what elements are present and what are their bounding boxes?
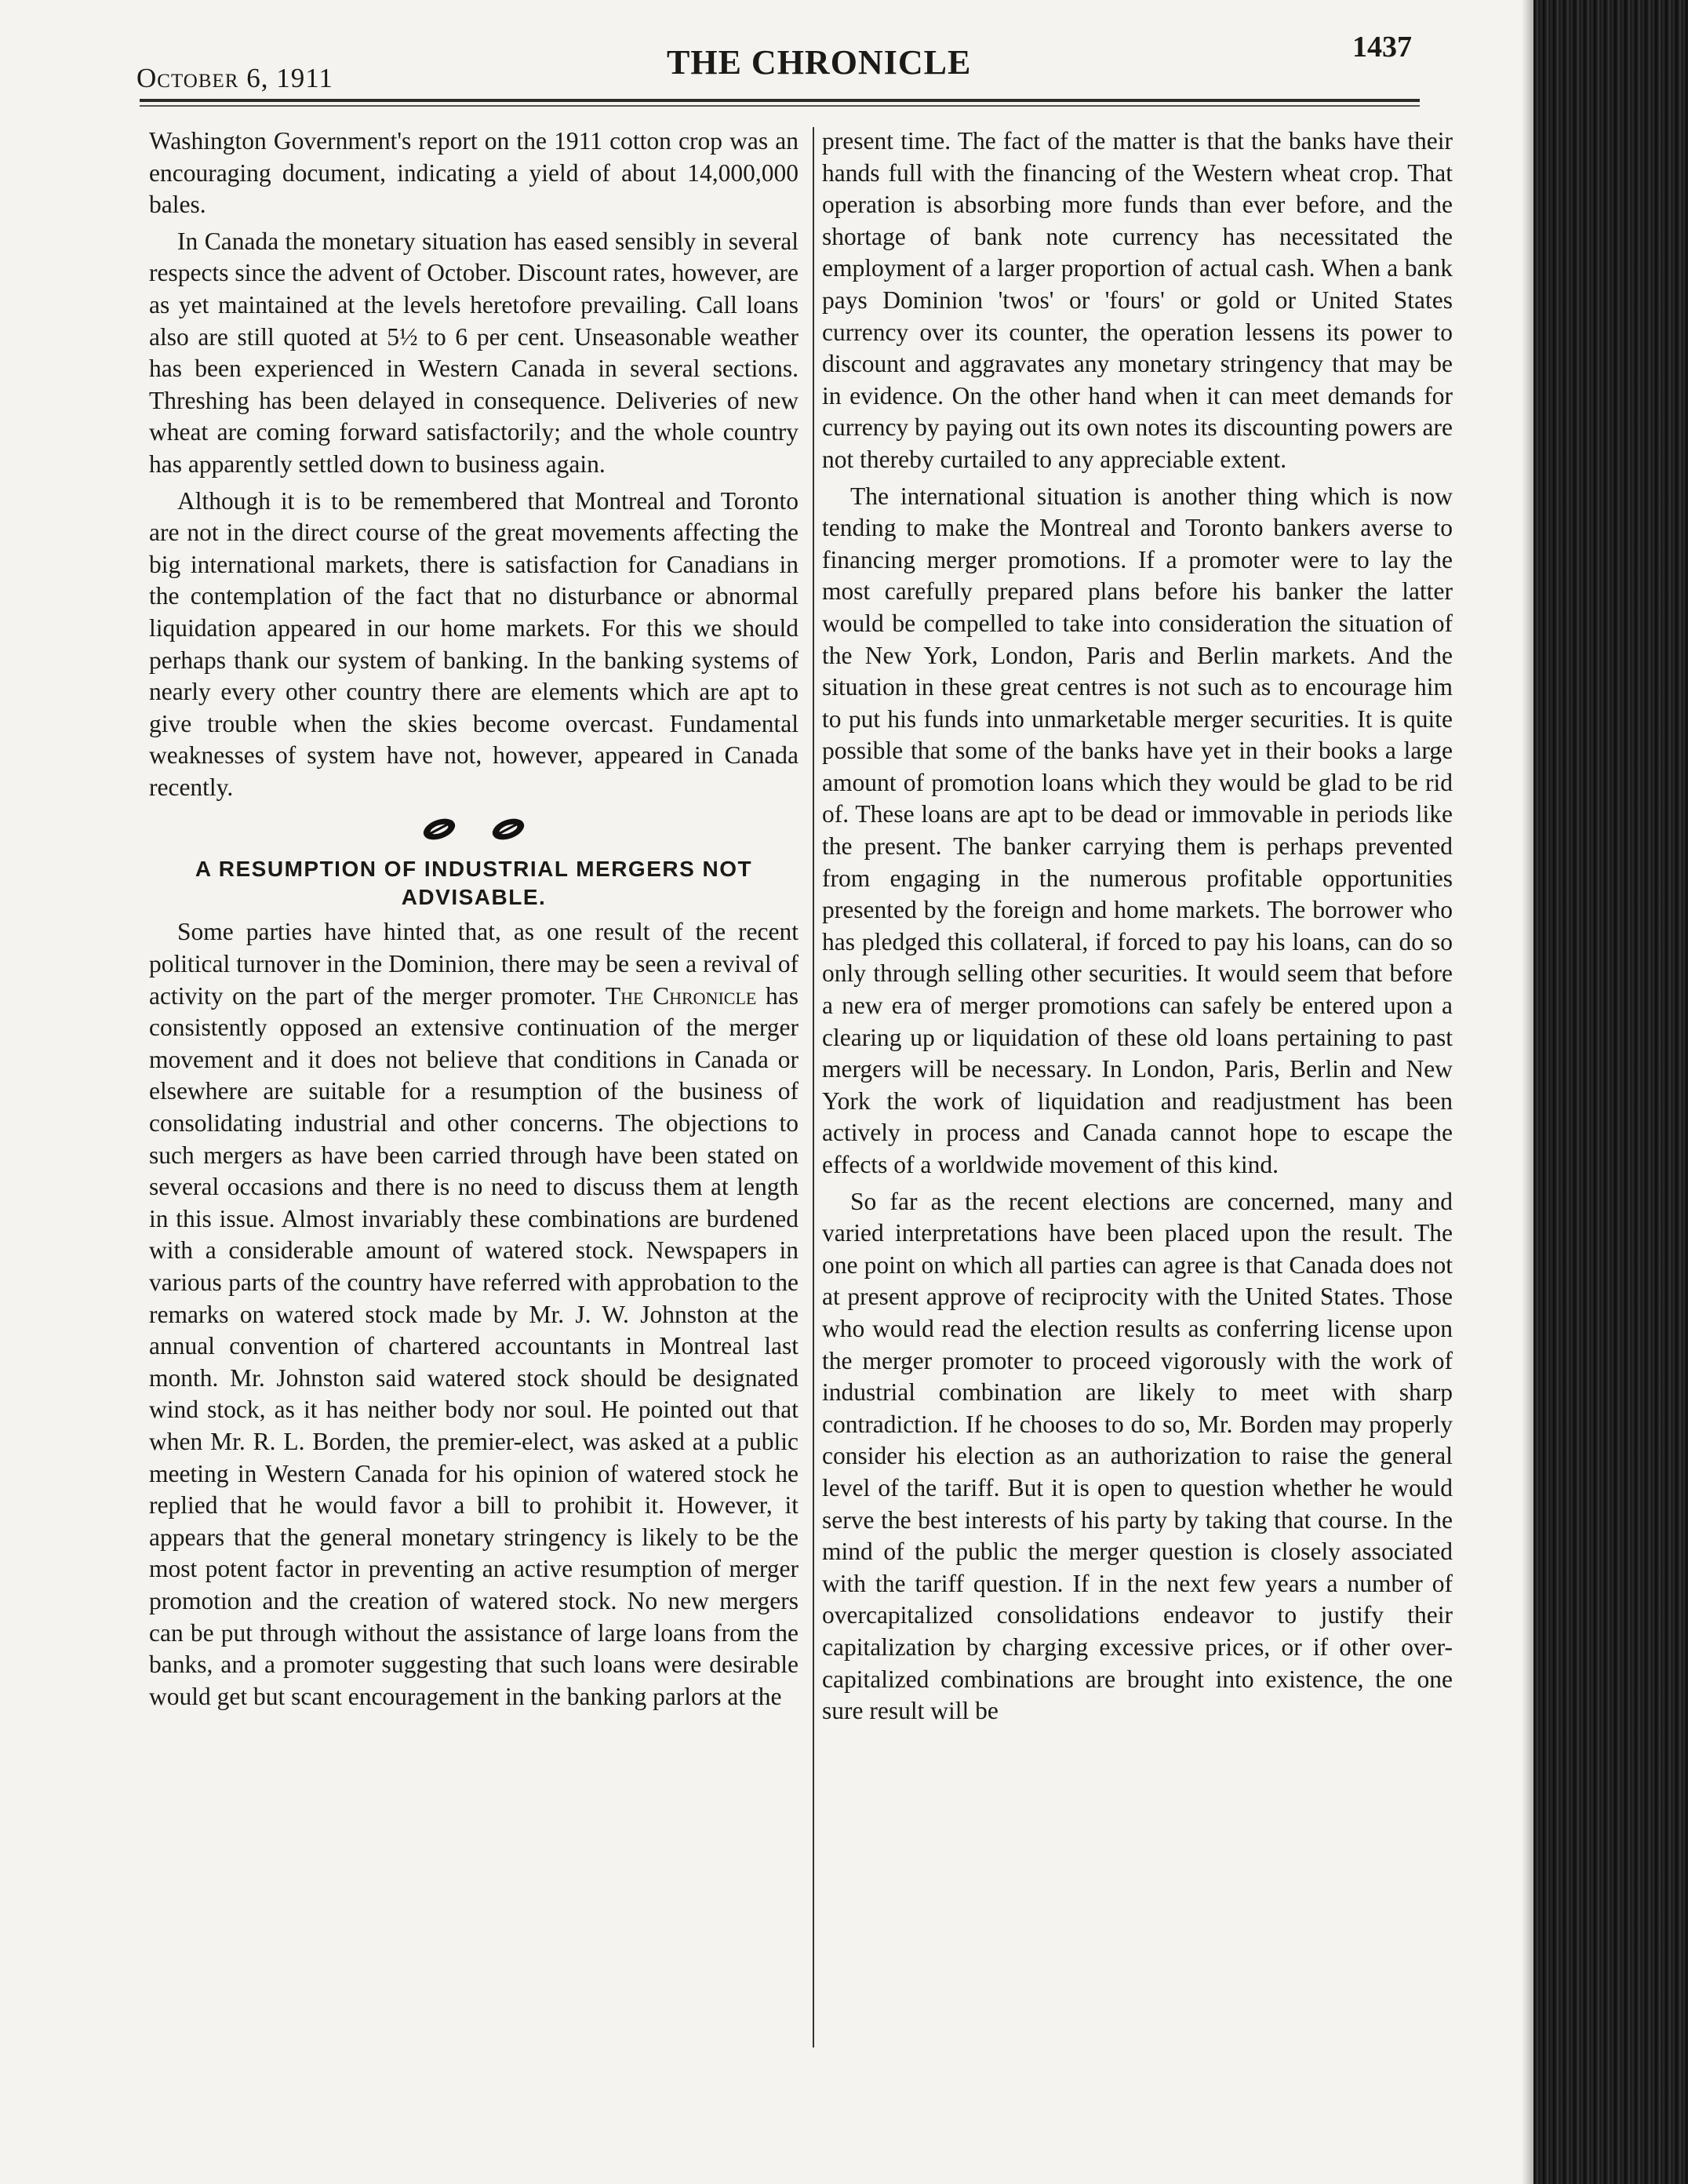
column-divider — [813, 127, 814, 2048]
right-column — [822, 126, 1453, 1732]
paragraph-text: Some parties have hinted that, as one result of the recent political turnover in the Dominion, there may be seen a revival of activity on the part of the merger promoter. — [149, 918, 799, 1010]
issue-date: October 6, 1911 — [136, 63, 333, 93]
paragraph — [149, 916, 799, 1713]
page-header — [133, 30, 1420, 93]
page-number: 1437 — [1352, 31, 1412, 64]
section-ornament — [149, 816, 799, 847]
publication-name: The Chronicle — [605, 981, 757, 1010]
paragraph: present time. The fact of the matter is that the banks have their hands full with the financing of the Western wheat crop. That operation is absorbing more funds than ever before, and the shortage of bank note currency has necessitated the employment of a larger proportion of actual cash. When a bank pays Dominion 'twos' or 'fours' or gold or United States currency over its counter, the operation lessens its power to discount and aggravates any monetary stringency that may be in evidence. On the other hand when it can meet demands for currency by paying out its own notes its discounting powers are not thereby curtailed to any appreciable extent. — [822, 127, 1453, 473]
article-heading: A RESUMPTION OF INDUSTRIAL MERGERS NOT ADVISABLE. — [195, 857, 753, 910]
paragraph: Although it is to be remembered that Montreal and Toronto are not in the direct course of the great movements affecting the big international markets, there is satisfaction for Canadians in the contemplation of the fact that no disturbance or abnormal liquidation appeared in our home markets. For this we should perhaps thank our system of banking. In the banking systems of nearly every other country there are elements which are apt to give trouble when the skies become overcast. Fundamental weaknesses of system have not, however, appeared in Canada recently. — [149, 486, 799, 801]
leaf-ornament-icon — [420, 816, 458, 843]
header-rule-thin — [140, 105, 1420, 107]
paragraph: Washington Government's report on the 1911 cotton crop was an encouraging document, indicating a yield of about 14,000,000 bales. — [149, 127, 799, 219]
paragraph: In Canada the monetary situation has eased sensibly in several respects since the advent of October. Discount rates, however, are as yet maintained at the levels heretofore prevailing. Call loans also are still quoted at 5½ to 6 per cent. Unseasonable weather has been experienced in Western Canada in several sections. Threshing has been delayed in consequence. Deliveries of new wheat are coming forward satisfactorily; and the whole country has apparently settled down to business again. — [149, 227, 799, 478]
left-column — [149, 126, 799, 1717]
publication-title: THE CHRONICLE — [667, 43, 972, 82]
paragraph: The international situation is another thing which is now tending to make the Montreal and Toronto bankers averse to financing merger promotions. If a promoter were to lay the most carefully prepared plans before his banker the latter would be compelled to take into consideration the situation of the New York, London, Paris and Berlin markets. And the situation in these great centres is not such as to encourage him to put his funds into unmarketable merger securities. It is quite possible that some of the banks have yet in their books a large amount of promotion loans which they would be glad to be rid of. These loans are apt to be dead or immovable in periods like the present. The banker carrying them is perhaps prevented from engaging in the numerous profitable opportunities presented by the foreign and home markets. The borrower who has pledged this collateral, if forced to pay his loans, can do so only through selling other securities. It would seem that before a new era of merger promotions can safely be entered upon a clearing up or liquidation of these old loans pertaining to past mergers will be necessary. In London, Paris, Berlin and New York the work of liquidation and readjustment has been actively in process and Canada cannot hope to escape the effects of a worldwide movement of this kind. — [822, 482, 1453, 1178]
paragraph-text: has consistently opposed an extensive continuation of the merger movement and it does not believe that conditions in Canada or elsewhere are suitable for a resumption of the business of consolidating industrial and other concerns. The objections to such mergers as have been carried through have been stated on several occasions and there is no need to discuss them at length in this issue. Almost invariably these combinations are burdened with a considerable amount of watered stock. Newspapers in various parts of the country have referred with approbation to the remarks on watered stock made by Mr. J. W. Johnston at the annual convention of chartered accountants in Montreal last month. Mr. Johnston said watered stock should be designated wind stock, as it has neither body nor soul. He pointed out that when Mr. R. L. Borden, the premier-elect, was asked at a public meeting in Western Canada for his opinion of watered stock he replied that he would favor a bill to prohibit it. However, it appears that the general monetary stringency is likely to be the most potent factor in preventing an active resumption of merger promotion and the creation of watered stock. No new mergers can be put through without the assistance of large loans from the banks, and a promoter suggesting that such loans were desirable would get but scant encouragement in the banking parlors at the — [149, 981, 799, 1710]
book-spine — [1533, 0, 1688, 2184]
leaf-ornament-icon — [489, 816, 527, 843]
header-rule — [140, 99, 1420, 102]
paragraph: So far as the recent elections are concerned, many and varied interpretations have been placed upon the result. The one point on which all parties can agree is that Canada does not at present approve of reciprocity with the United States. Those who would read the election results as conferring license upon the merger promoter to proceed vigorously with the work of industrial combination are likely to meet with sharp contradiction. If he chooses to do so, Mr. Borden may properly consider his election as an authorization to raise the general level of the tariff. But it is open to question whether he would serve the best interests of his party by taking that course. In the mind of the public the merger question is closely associated with the tariff question. If in the next few years a number of overcapitalized consolidations endeavor to justify their capitalization by charging excessive prices, or if other over-capitalized combinations are brought into existence, the one sure result will be — [822, 1187, 1453, 1725]
